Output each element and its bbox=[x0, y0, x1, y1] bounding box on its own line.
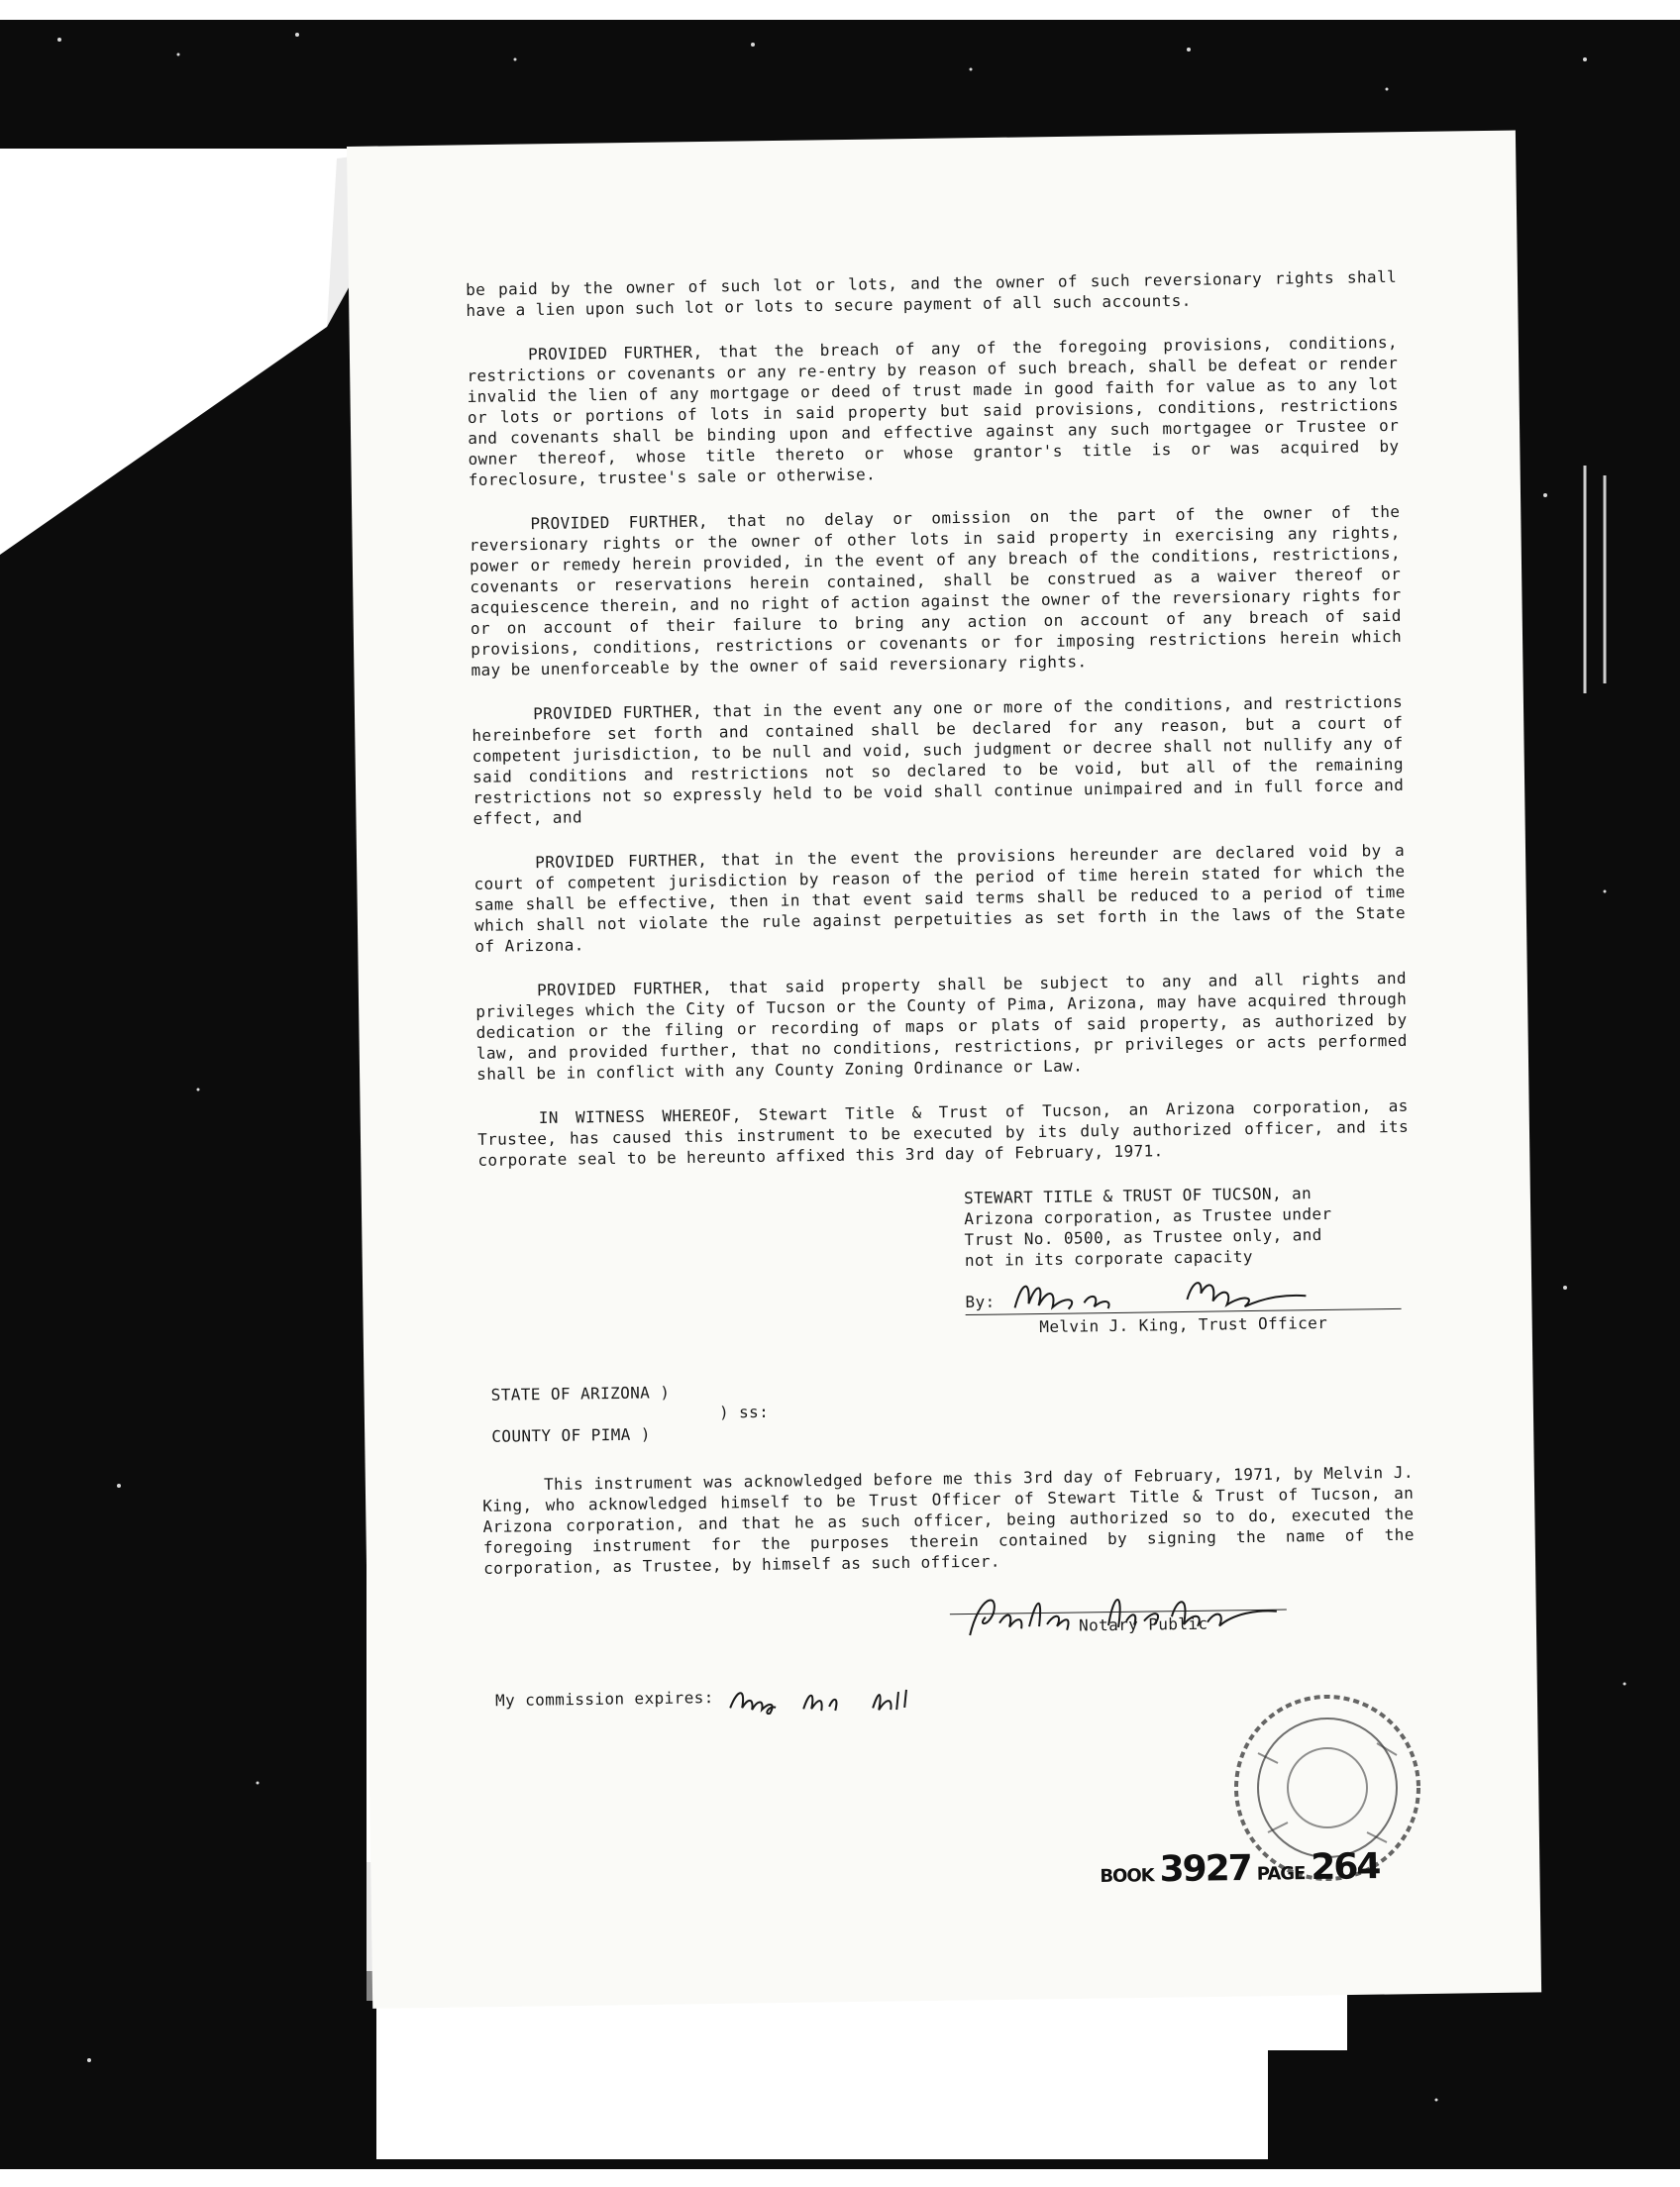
paragraph-severability: PROVIDED FURTHER, that in the event any one or more of the conditions, and restrictions hereinbefore set forth and contained shall be declared for any reason, but a court of competent jurisdiction, to be null and void, such judgment or decree shall not nullify any of said conditions and restrictions not so declared to be void, but all of the remaining restrictions not so expressly held to be void shall continue unimpaired and in full force and effect, and bbox=[472, 691, 1405, 828]
venue-state: STATE OF ARIZONA ) bbox=[490, 1383, 671, 1405]
trustee-signature-block bbox=[964, 1182, 1402, 1338]
paragraph-perpetuities: PROVIDED FURTHER, that in the event the provisions hereunder are declared void by a court of competent jurisdiction by reason of the period of time herein stated for which the same shall be effective, then in that event said terms shall be reduced to a period of time which shall not violate the rule against perpetuities as set forth in the laws of the State of Arizona. bbox=[473, 840, 1407, 956]
paragraph-delay-omission: PROVIDED FURTHER, that no delay or omission on the part of the owner of the reversionary rights or the owner of other lots in said property in exercising any rights, power or remedy herein provided, in the event of any breach of the conditions, restrictions, covenants or reservations herein contained, shall be construed as a waiver thereof or acquiescence therein, and no right of action against the owner of the reversionary rights for or on account of their failure to bring any action on account of any breach of said provisions, conditions, restrictions or covenants or for imposing restrictions herein which may be unenforceable by the owner of said reversionary rights. bbox=[469, 501, 1403, 679]
deed-document bbox=[466, 266, 1417, 1721]
recording-book-page bbox=[1100, 1846, 1386, 1891]
venue-block bbox=[491, 1372, 1414, 1447]
commission-date-handwriting bbox=[724, 1675, 943, 1718]
notary-public-label: Notary Public bbox=[1078, 1614, 1208, 1635]
trustee-line: Arizona corporation, as Trustee under bbox=[964, 1203, 1332, 1229]
paragraph-city-county-rights: PROVIDED FURTHER, that said property shall be subject to any and all rights and privileges which the City of Tucson or the County of Pima, Arizona, may have acquired through dedication or the filing or recording of maps or plats of said property, as authorized by law, and provided further, that no conditions, restrictions, pr privileges or acts performed shall be in conflict with any County Zoning Ordinance or Law. bbox=[475, 968, 1408, 1084]
signature-line bbox=[965, 1283, 1401, 1315]
notary-signature-area bbox=[484, 1606, 1416, 1644]
trustee-line: STEWART TITLE & TRUST OF TUCSON, an bbox=[963, 1184, 1312, 1208]
paragraph-in-witness: IN WITNESS WHEREOF, Stewart Title & Trust of Tucson, an Arizona corporation, as Trustee, has caused this instrument to be executed by its duly authorized officer, and its corporate seal to be hereunto affixed this 3rd day of February, 1971. bbox=[476, 1095, 1410, 1170]
paragraph-reversionary-lien: be paid by the owner of such lot or lots, and the owner of such reversionary rights shall have a lien upon such lot or lots to secure payment of all such accounts. bbox=[466, 266, 1398, 320]
book-label: BOOK bbox=[1100, 1865, 1154, 1887]
acknowledgment-paragraph: This instrument was acknowledged before me this 3rd day of February, 1971, by Melvin J. King, who acknowledged himself to be Trust Officer of Stewart Title & Trust of Tucson, an Arizona corporation, and that he as such officer, being authorized so to do, executed the foregoing instrument for the purposes therein contained by signing the name of the corporation, as Trustee, by himself as such officer. bbox=[482, 1462, 1415, 1578]
trustee-line: Trust No. 0500, as Trustee only, and bbox=[964, 1225, 1322, 1250]
book-number: 3927 bbox=[1159, 1847, 1252, 1891]
paragraph-breach: PROVIDED FURTHER, that the breach of any of the foregoing provisions, conditions, restrictions or covenants or any re-entry by reason of such breach, shall be defeat or render invalid the lien of any mortgage or deed of trust made in good faith for value as to any lot or lots or portions of lots in said property but said provisions, conditions, restrictions and covenants shall be binding upon and effective against any such mortgagee or Trustee or owner thereof, whose title thereto or whose grantor's title is or was acquired by foreclosure, trustee's sale or otherwise. bbox=[467, 332, 1400, 489]
venue-ss: ) ss: bbox=[718, 1402, 770, 1422]
commission-label: My commission expires: bbox=[494, 1688, 714, 1711]
trust-officer-signature bbox=[1008, 1270, 1336, 1318]
trust-officer-name: Melvin J. King, Trust Officer bbox=[1039, 1312, 1328, 1337]
notary-signature bbox=[959, 1584, 1287, 1648]
venue-county: COUNTY OF PIMA ) bbox=[491, 1424, 651, 1446]
by-label: By: bbox=[965, 1292, 996, 1312]
page-number: 264 bbox=[1311, 1846, 1380, 1889]
trustee-line: not in its corporate capacity bbox=[964, 1246, 1253, 1271]
page-label: PAGE bbox=[1256, 1863, 1306, 1885]
